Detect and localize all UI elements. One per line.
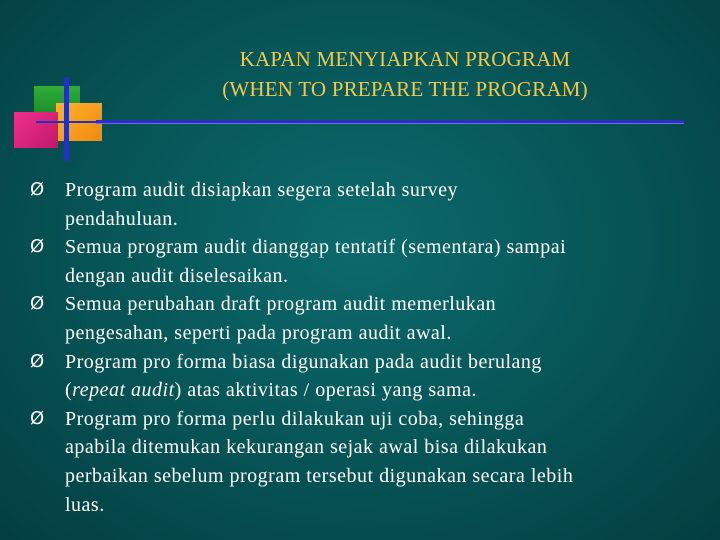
bullet-item	[30, 176, 702, 233]
bullet-item	[30, 348, 702, 405]
bullet-text-line: dengan audit diselesaikan.	[65, 264, 289, 287]
bullet-text-line: Program audit disiapkan segera setelah survey	[65, 179, 458, 201]
bullet-item	[30, 405, 702, 519]
vertical-rule	[64, 77, 69, 161]
arrowhead-bullet-icon: Ø	[30, 350, 45, 372]
bullet-text-line: Semua program audit dianggap tentatif (sementara) sampai	[65, 236, 567, 259]
bullet-text-line: Semua perubahan draft program audit memerlukan	[65, 293, 497, 316]
bullet-text-line: perbaikan sebelum program tersebut digunakan secara lebih	[65, 464, 574, 487]
arrowhead-bullet-icon: Ø	[30, 293, 45, 315]
bullet-text-line: pendahuluan.	[65, 207, 179, 230]
bullet-text-line	[65, 376, 702, 405]
italic-term: repeat audit	[72, 379, 175, 402]
bullet-list	[30, 176, 702, 519]
bullet-text-rest: ) atas aktivitas / operasi yang sama.	[174, 379, 477, 402]
paren-open: (	[65, 379, 73, 402]
title-line-2: (WHEN TO PREPARE THE PROGRAM)	[222, 77, 588, 101]
title-underline-rule	[96, 120, 684, 124]
bullet-text-line: pengesahan, seperti pada program audit awal.	[65, 321, 452, 344]
bullet-item	[30, 290, 702, 347]
arrowhead-bullet-icon: Ø	[30, 407, 45, 429]
bullet-text-line: Program pro forma perlu dilakukan uji coba, sehingga	[65, 407, 525, 430]
bullet-text-line: luas.	[65, 493, 105, 516]
title-line-1: KAPAN MENYIAPKAN PROGRAM	[239, 47, 571, 71]
magenta-square-decoration	[14, 112, 58, 148]
bullet-text-line: apabila ditemukan kekurangan sejak awal bisa dilakukan	[65, 436, 548, 459]
arrowhead-bullet-icon: Ø	[30, 236, 45, 258]
arrowhead-bullet-icon: Ø	[30, 179, 45, 200]
slide-title	[150, 44, 660, 104]
bullet-text-line: Program pro forma biasa digunakan pada audit berulang	[65, 350, 542, 373]
bullet-item	[30, 233, 702, 290]
